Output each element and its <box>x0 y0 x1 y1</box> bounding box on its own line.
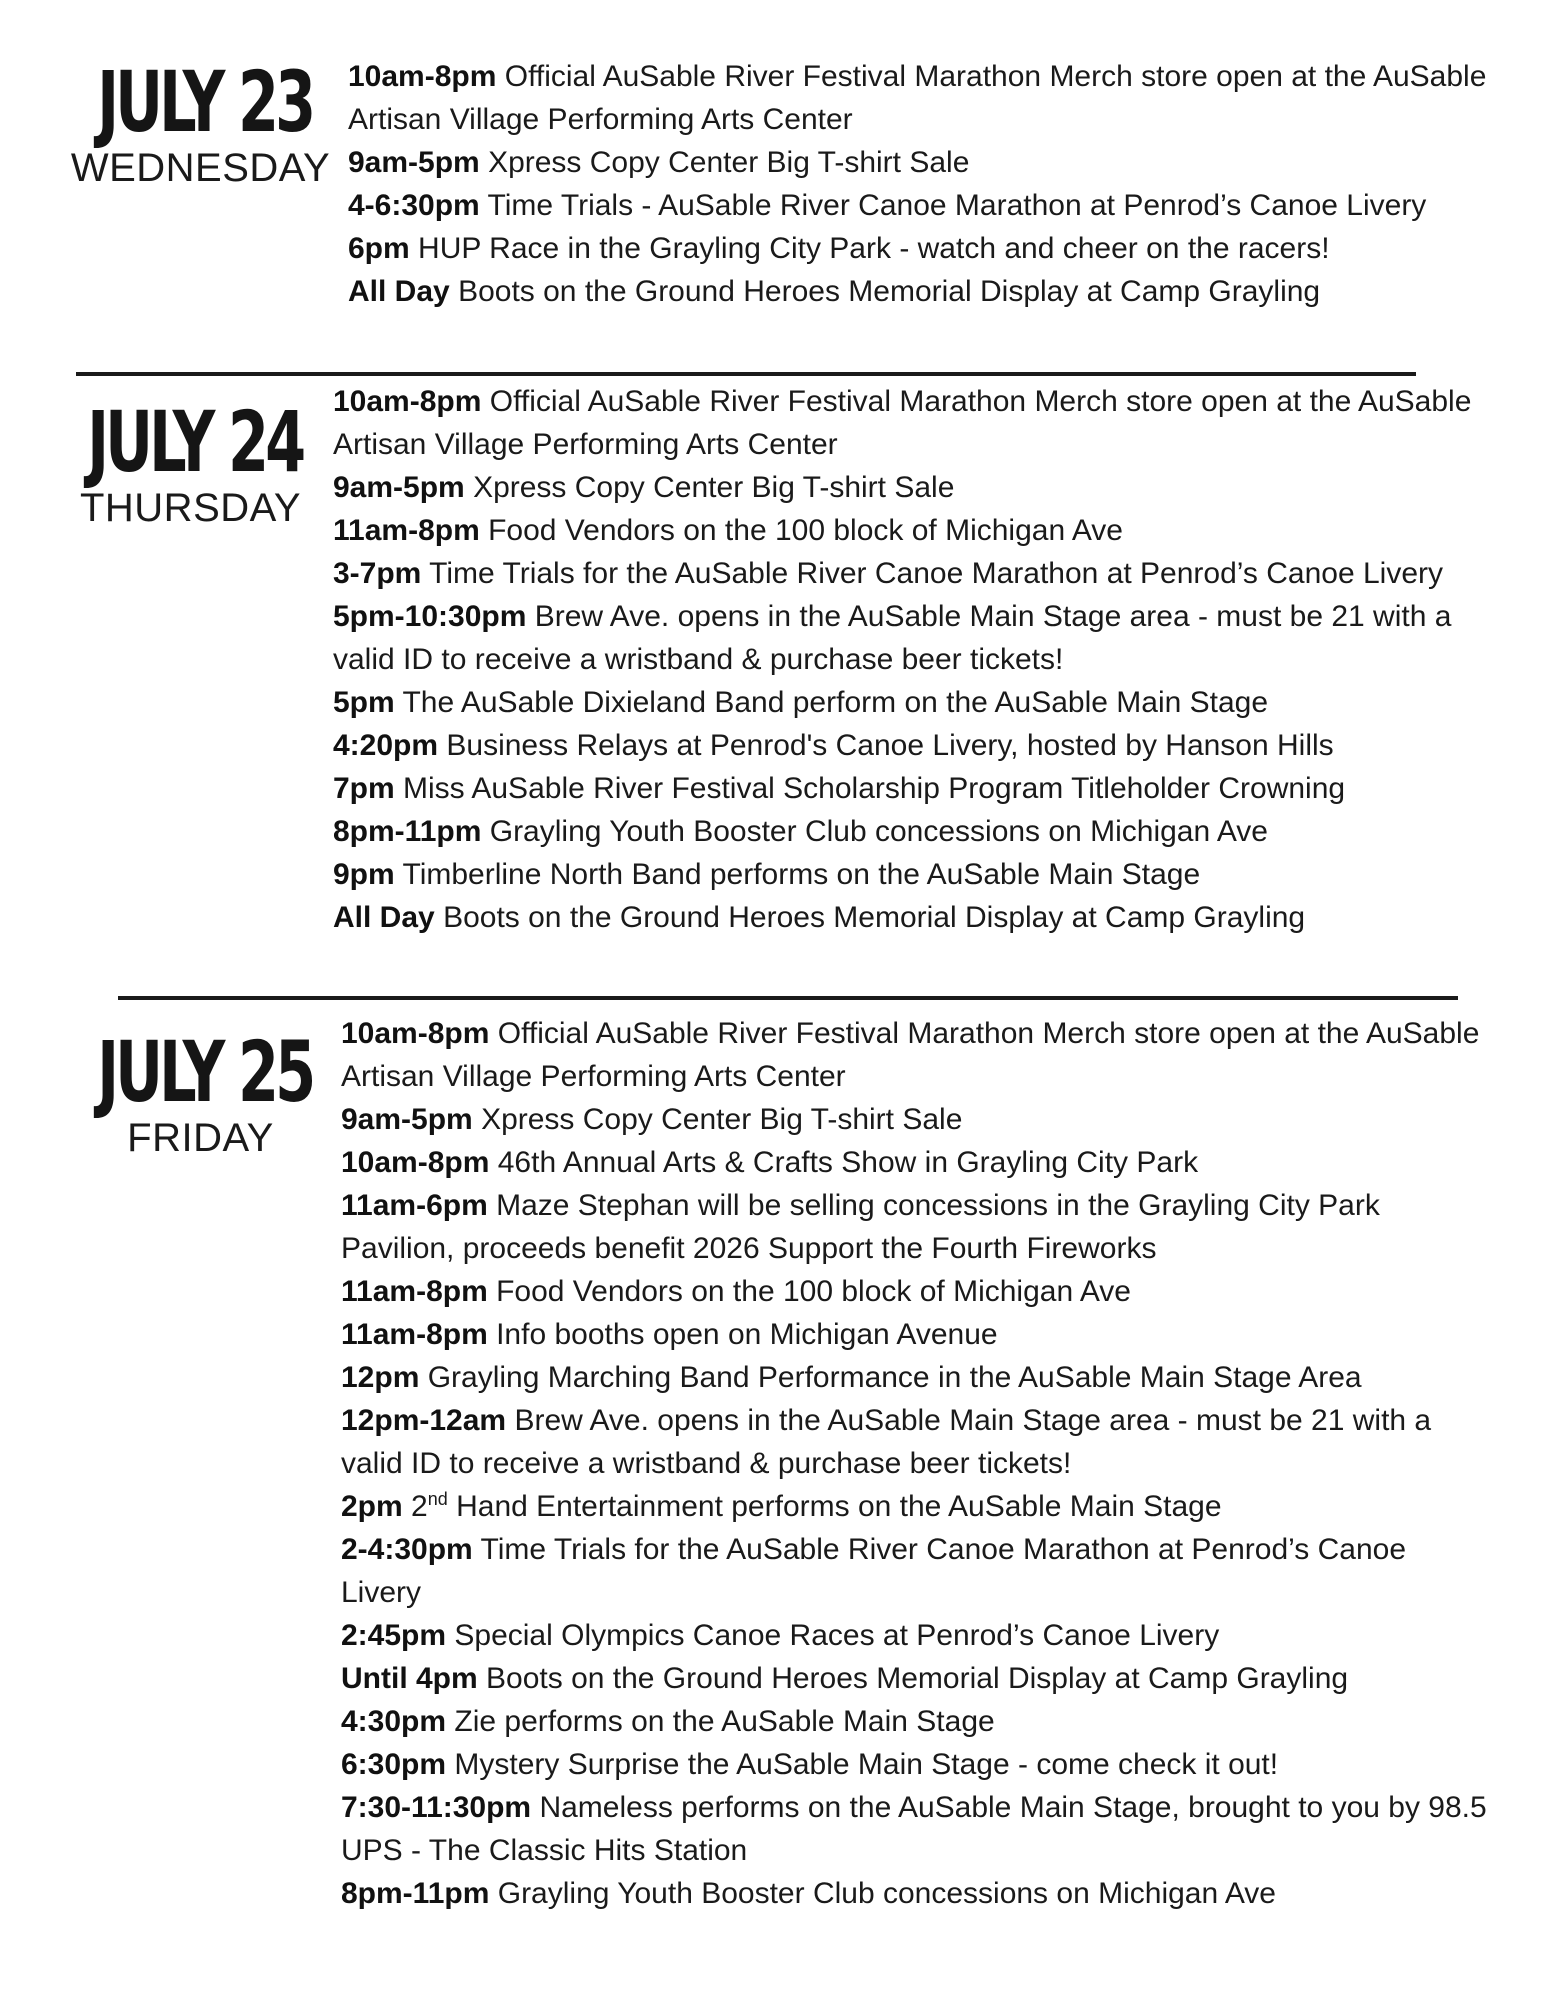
event-item <box>333 896 1488 939</box>
event-description: Boots on the Ground Heroes Memorial Display at Camp Grayling <box>458 275 1321 308</box>
day-label <box>68 53 333 190</box>
event-description: Miss AuSable River Festival Scholarship Program Titleholder Crowning <box>403 772 1346 805</box>
event-description: HUP Race in the Grayling City Park - watch and cheer on the racers! <box>418 232 1330 265</box>
event-time: 12pm-12am <box>341 1404 507 1437</box>
event-description: Timberline North Band performs on the AuSable Main Stage <box>402 858 1201 891</box>
event-time: 4-6:30pm <box>348 189 480 222</box>
event-item <box>333 681 1488 724</box>
event-item <box>333 380 1488 466</box>
event-ordinal: 2 <box>411 1490 428 1523</box>
event-description: Grayling Marching Band Performance in the AuSable Main Stage Area <box>427 1361 1362 1394</box>
event-description: Special Olympics Canoe Races at Penrod’s Canoe Livery <box>454 1619 1220 1652</box>
event-item <box>348 227 1488 270</box>
event-time: 10am-8pm <box>348 60 497 93</box>
event-item <box>341 1313 1491 1356</box>
event-item <box>348 270 1488 313</box>
event-time: 2:45pm <box>341 1619 447 1652</box>
event-time: 7:30-11:30pm <box>341 1791 532 1824</box>
event-description: Grayling Youth Booster Club concessions on Michigan Ave <box>497 1877 1276 1910</box>
day-weekday: THURSDAY <box>79 486 302 530</box>
section-divider <box>118 996 1458 1000</box>
event-item <box>341 1098 1491 1141</box>
event-item <box>333 767 1488 810</box>
event-time: 9am-5pm <box>341 1103 473 1136</box>
event-description: Brew Ave. opens in the AuSable Main Stage area - must be 21 with a valid ID to receive a wristband & purchase beer tickets! <box>341 1404 1432 1480</box>
event-description: Mystery Surprise the AuSable Main Stage - come check it out! <box>454 1748 1279 1781</box>
event-item <box>341 1270 1491 1313</box>
event-description: 46th Annual Arts & Crafts Show in Grayling City Park <box>497 1146 1199 1179</box>
event-time: All Day <box>348 275 450 308</box>
event-time: 3-7pm <box>333 557 422 590</box>
event-item <box>333 552 1488 595</box>
event-item <box>341 1743 1491 1786</box>
event-description: Xpress Copy Center Big T-shirt Sale <box>481 1103 963 1136</box>
event-item <box>341 1184 1491 1270</box>
event-time: 9am-5pm <box>348 146 480 179</box>
event-item <box>333 810 1488 853</box>
event-item <box>333 853 1488 896</box>
event-item <box>341 1012 1491 1098</box>
event-time: 6:30pm <box>341 1748 447 1781</box>
event-item <box>348 55 1488 141</box>
event-time: 9pm <box>333 858 395 891</box>
day-date: JULY 24 <box>87 393 303 491</box>
event-item <box>341 1141 1491 1184</box>
event-item <box>341 1528 1491 1614</box>
event-description: Time Trials for the AuSable River Canoe Marathon at Penrod’s Canoe Livery <box>341 1533 1407 1609</box>
event-item <box>333 509 1488 552</box>
event-time: Until 4pm <box>341 1662 478 1695</box>
event-item <box>341 1700 1491 1743</box>
event-description: Xpress Copy Center Big T-shirt Sale <box>473 471 955 504</box>
event-time: 9am-5pm <box>333 471 465 504</box>
event-time: 2-4:30pm <box>341 1533 473 1566</box>
event-item <box>341 1614 1491 1657</box>
event-description: The AuSable Dixieland Band perform on the AuSable Main Stage <box>402 686 1269 719</box>
event-item <box>341 1485 1491 1528</box>
event-time: 8pm-11pm <box>341 1877 490 1910</box>
event-description: Time Trials - AuSable River Canoe Marathon at Penrod’s Canoe Livery <box>487 189 1427 222</box>
event-description: Food Vendors on the 100 block of Michigan Ave <box>488 514 1123 547</box>
event-description: Hand Entertainment performs on the AuSable Main Stage <box>456 1490 1222 1523</box>
event-list <box>341 1012 1491 1915</box>
event-description: Info booths open on Michigan Avenue <box>496 1318 998 1351</box>
event-item <box>341 1786 1491 1872</box>
section-divider <box>76 372 1416 376</box>
day-date: JULY 23 <box>97 53 313 151</box>
event-ordinal-suffix: nd <box>427 1489 448 1509</box>
event-time: 4:30pm <box>341 1705 447 1738</box>
event-description: Food Vendors on the 100 block of Michigan Ave <box>496 1275 1131 1308</box>
event-time: 4:20pm <box>333 729 439 762</box>
event-time: 11am-8pm <box>333 514 480 547</box>
event-item <box>348 184 1488 227</box>
event-description: Official AuSable River Festival Marathon Merch store open at the AuSable Artisan Village Performing Arts Center <box>341 1017 1480 1093</box>
event-description: Boots on the Ground Heroes Memorial Display at Camp Grayling <box>486 1662 1349 1695</box>
day-label <box>58 393 323 530</box>
event-time: 6pm <box>348 232 410 265</box>
event-item <box>333 724 1488 767</box>
event-time: 10am-8pm <box>341 1146 490 1179</box>
event-description: Brew Ave. opens in the AuSable Main Stage area - must be 21 with a valid ID to receive a wristband & purchase beer tickets! <box>333 600 1452 676</box>
event-description: Grayling Youth Booster Club concessions on Michigan Ave <box>489 815 1268 848</box>
event-item <box>341 1872 1491 1915</box>
event-description: Boots on the Ground Heroes Memorial Display at Camp Grayling <box>443 901 1306 934</box>
event-description: Official AuSable River Festival Marathon Merch store open at the AuSable Artisan Village Performing Arts Center <box>348 60 1487 136</box>
event-time: 11am-8pm <box>341 1275 488 1308</box>
event-time: 8pm-11pm <box>333 815 482 848</box>
day-date: JULY 25 <box>97 1023 313 1121</box>
event-item <box>341 1657 1491 1700</box>
event-description: Official AuSable River Festival Marathon Merch store open at the AuSable Artisan Village Performing Arts Center <box>333 385 1472 461</box>
event-time: 12pm <box>341 1361 420 1394</box>
event-description: Time Trials for the AuSable River Canoe Marathon at Penrod’s Canoe Livery <box>429 557 1444 590</box>
event-list <box>348 55 1488 313</box>
event-time: 11am-8pm <box>341 1318 488 1351</box>
day-weekday: WEDNESDAY <box>70 146 331 190</box>
event-item <box>333 466 1488 509</box>
event-time: 5pm-10:30pm <box>333 600 527 633</box>
event-time: 10am-8pm <box>341 1017 490 1050</box>
event-item <box>341 1356 1491 1399</box>
event-item <box>348 141 1488 184</box>
event-time: All Day <box>333 901 435 934</box>
day-label <box>68 1023 333 1160</box>
event-time: 10am-8pm <box>333 385 482 418</box>
event-time: 7pm <box>333 772 395 805</box>
day-weekday: FRIDAY <box>127 1116 274 1160</box>
event-description: Zie performs on the AuSable Main Stage <box>454 1705 995 1738</box>
event-description: Xpress Copy Center Big T-shirt Sale <box>488 146 970 179</box>
event-list <box>333 380 1488 939</box>
event-description: Nameless performs on the AuSable Main Stage, brought to you by 98.5 UPS - The Classic Hits Station <box>341 1791 1487 1867</box>
event-time: 5pm <box>333 686 395 719</box>
event-description: Business Relays at Penrod's Canoe Livery, hosted by Hanson Hills <box>446 729 1334 762</box>
event-item <box>333 595 1488 681</box>
event-item <box>341 1399 1491 1485</box>
event-time: 11am-6pm <box>341 1189 488 1222</box>
event-description: Maze Stephan will be selling concessions in the Grayling City Park Pavilion, proceeds benefit 2026 Support the Fourth Fireworks <box>341 1189 1380 1265</box>
event-time: 2pm <box>341 1490 403 1523</box>
